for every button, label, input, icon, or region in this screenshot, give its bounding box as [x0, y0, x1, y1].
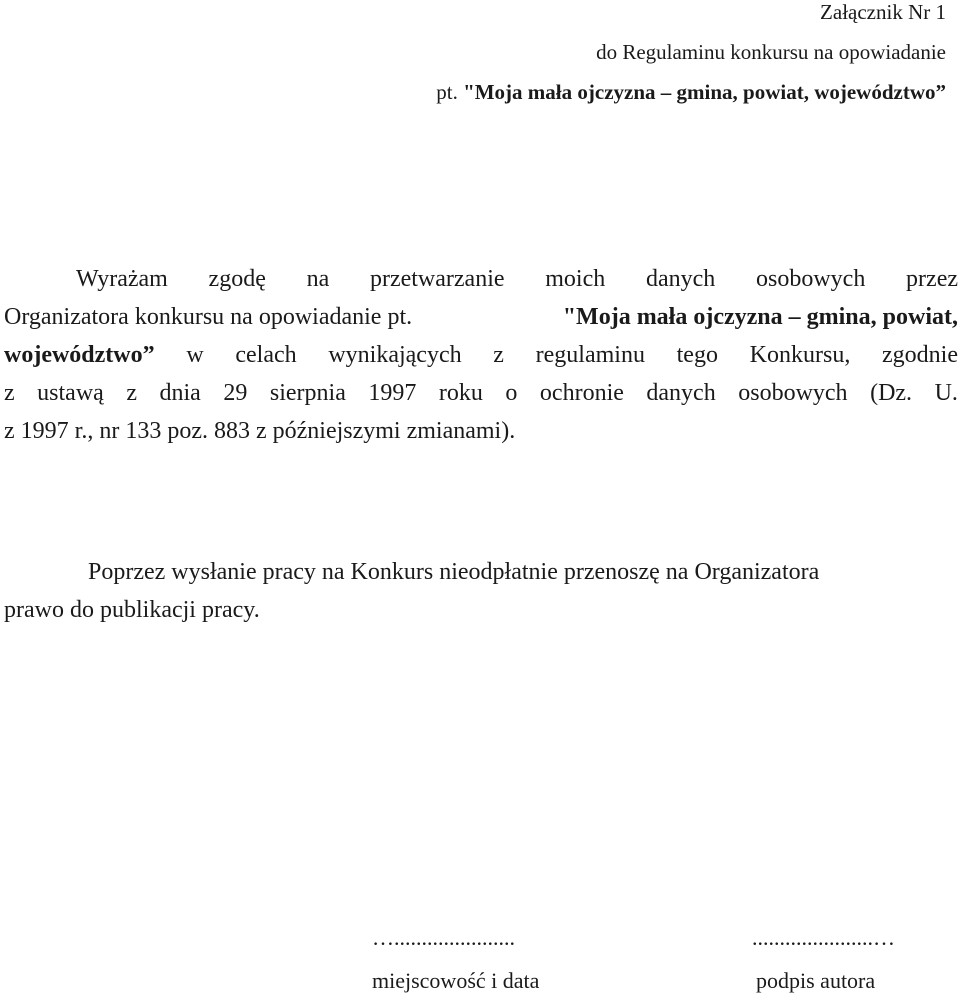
consent-line-3: [4, 336, 958, 374]
consent-line-1-word: moich: [545, 266, 606, 292]
attachment-subtitle: do Regulaminu konkursu na opowiadanie: [596, 40, 946, 64]
attachment-number: Załącznik Nr 1: [820, 0, 946, 24]
consent-line-4-word: z: [126, 380, 137, 406]
consent-line-5: z 1997 r., nr 133 poz. 883 z późniejszymi zmianami).: [4, 418, 516, 444]
consent-line-4-word: dnia: [159, 380, 201, 406]
consent-line-1-word: przetwarzanie: [369, 266, 505, 292]
consent-line-3-word: regulaminu: [535, 342, 645, 368]
consent-line-4-word: o: [505, 380, 518, 406]
consent-line-1-word: na: [306, 266, 330, 292]
consent-line-3-word: celach: [235, 342, 297, 368]
consent-line-1-word: zgodę: [208, 266, 266, 292]
transfer-line-1: Poprzez wysłanie pracy na Konkurs nieodpłatnie przenoszę na Organizatora: [88, 559, 820, 585]
consent-line-4-word: 29: [223, 380, 248, 406]
consent-line-3-word: Konkursu,: [749, 342, 851, 368]
consent-line-3-word: tego: [676, 342, 718, 368]
signature-dots: ......................…: [752, 925, 895, 950]
transfer-line-2: prawo do publikacji pracy.: [4, 597, 260, 623]
consent-line-4-word: danych: [646, 380, 716, 406]
place-date-label: miejscowość i data: [372, 968, 540, 993]
competition-title: "Moja mała ojczyzna – gmina, powiat, województwo”: [463, 80, 946, 104]
consent-line-4: [4, 374, 958, 412]
consent-line-4-word: z: [4, 380, 15, 406]
consent-line-1-word: danych: [645, 266, 716, 292]
consent-line-2: [4, 298, 958, 336]
consent-line-4-word: osobowych: [738, 380, 848, 406]
consent-line-1-word: Wyrażam: [76, 266, 168, 292]
consent-line-1-word: osobowych: [756, 266, 866, 292]
consent-line-1-word: przez: [906, 266, 958, 292]
place-date-dots: …......................: [372, 925, 515, 950]
consent-line-1: [4, 260, 958, 298]
consent-line-4-word: ustawą: [37, 380, 104, 406]
consent-line-4-word: U.: [934, 380, 958, 406]
consent-line-3-word: z: [493, 342, 504, 368]
transfer-paragraph: [4, 553, 958, 629]
consent-line-4-word: ochronie: [539, 380, 624, 406]
consent-line-3-word: wynikających: [328, 342, 462, 368]
title-prefix: pt.: [436, 80, 464, 104]
consent-line-2-text: Organizatora konkursu na opowiadanie pt.: [4, 304, 419, 330]
consent-line-3-title: województwo”: [4, 342, 155, 368]
consent-paragraph: [4, 260, 958, 450]
consent-line-4-word: roku: [438, 380, 483, 406]
competition-title-line: [436, 80, 946, 105]
consent-line-4-word: (Dz.: [870, 380, 913, 406]
signature-label: podpis autora: [756, 968, 876, 993]
consent-line-4-word: sierpnia: [269, 380, 346, 406]
consent-line-3-word: w: [186, 342, 204, 368]
consent-line-2-title: "Moja mała ojczyzna – gmina, powiat,: [562, 304, 958, 330]
consent-line-4-word: 1997: [368, 380, 417, 406]
consent-line-3-word: zgodnie: [882, 342, 958, 368]
